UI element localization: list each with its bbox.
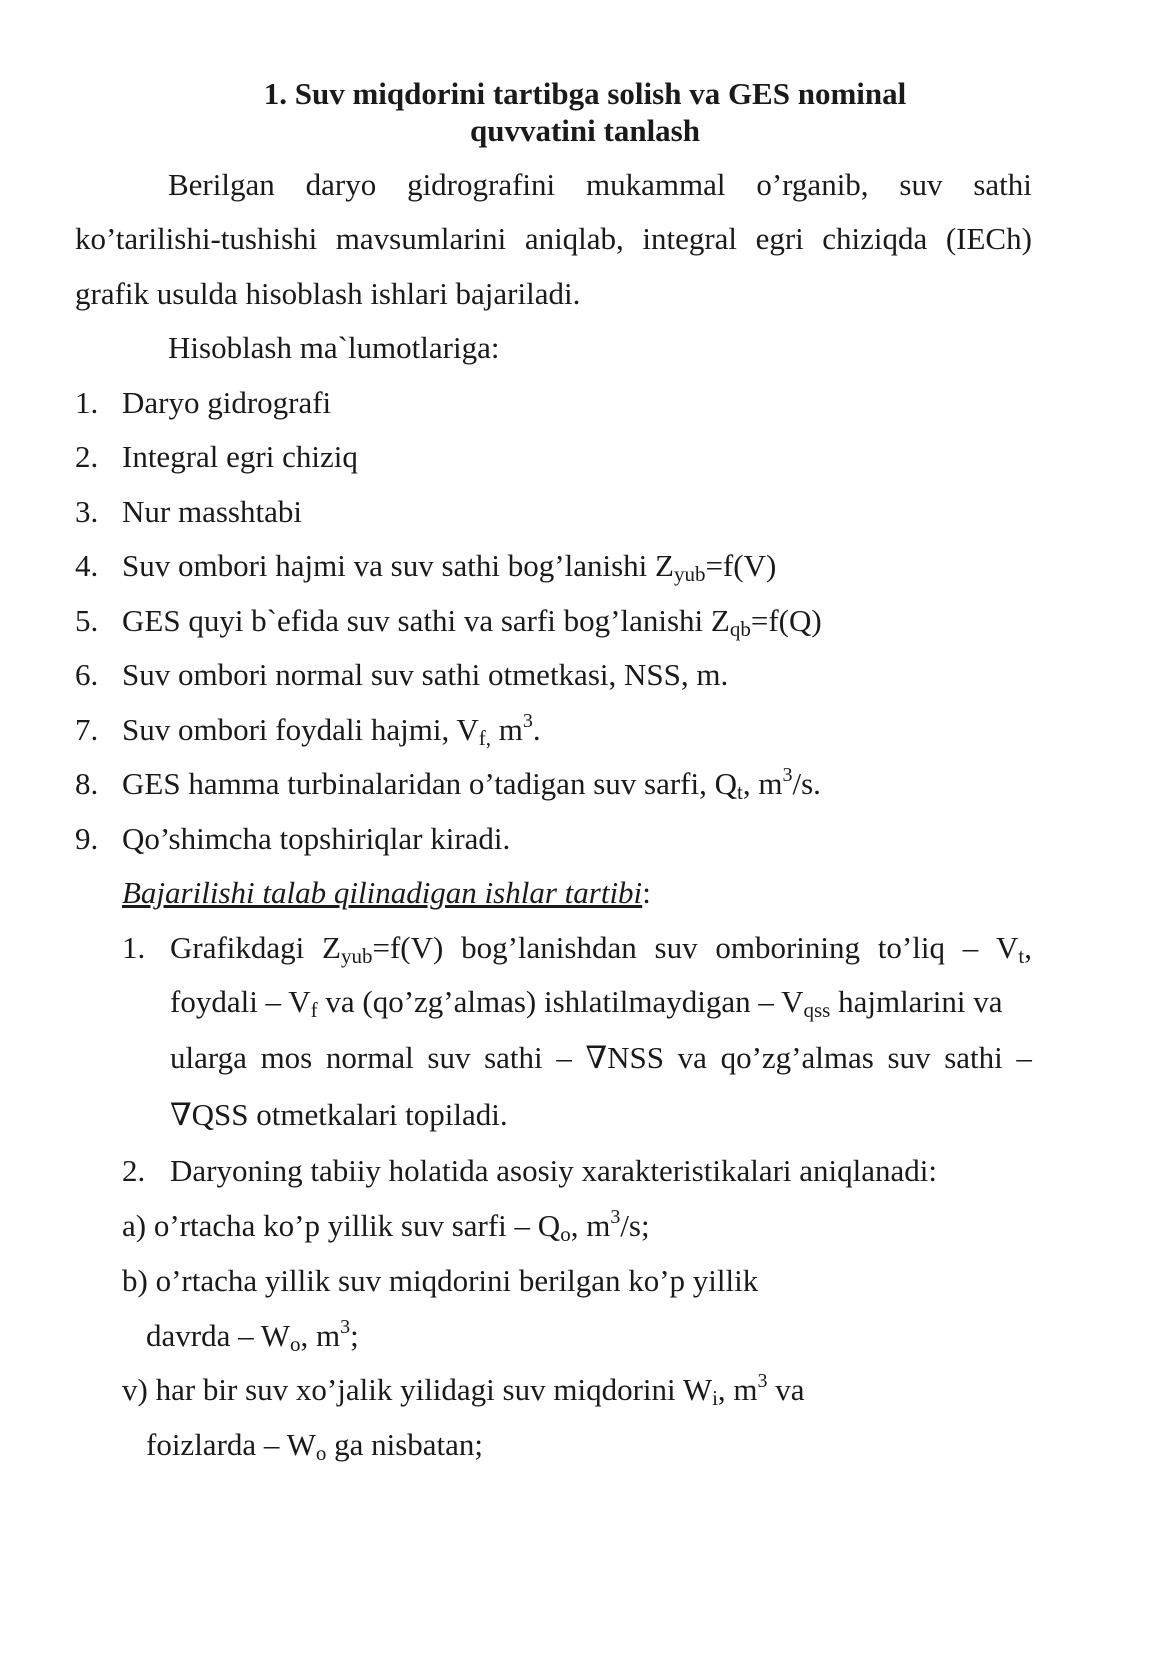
task-number: 1. xyxy=(122,930,146,965)
task2-item-b-line-1: b) o’rtacha yillik suv miqdorini berilgan ko’p yillik xyxy=(122,1263,759,1298)
list-item-number: 3. xyxy=(75,494,99,529)
task-number: 2. xyxy=(122,1153,146,1188)
list-item-text: Suv ombori normal suv sathi otmetkasi, NSS, m. xyxy=(122,657,729,692)
task2-item-a: a) o’rtacha ko’p yillik suv sarfi – $Q_o$, $m^3/s$; xyxy=(122,1206,650,1246)
page-title-line-2: quvvatini tanlash xyxy=(469,113,700,148)
task2-item-b-line-2: davrda – $W_o$, $m^3$; xyxy=(146,1316,359,1356)
list-item-text: Qo’shimcha topshiriqlar kiradi. xyxy=(122,821,511,856)
intro-line-1: Berilgan daryo gidrografini mukammal o’rganib, suv sathi xyxy=(168,167,1032,202)
list-item-number: 5. xyxy=(75,603,99,638)
list-item-text: Suv ombori foydali hajmi, $V_{f,}$ $m^3$. xyxy=(122,710,541,750)
task2-item-v-line-2: foizlarda – $W_o$ ga nisbatan; xyxy=(146,1427,484,1465)
intro-line-4: Hisoblash ma`lumotlariga: xyxy=(168,330,500,365)
intro-line-3: grafik usulda hisoblash ishlari bajariladi. xyxy=(75,276,581,311)
list-item-number: 6. xyxy=(75,657,99,692)
list-item-number: 1. xyxy=(75,385,99,420)
list-item-text: Nur masshtabi xyxy=(122,494,302,529)
task2-item-v-line-1: v) har bir suv xo’jalik yilidagi suv miqdorini $W_i$, $m^3$ va xyxy=(122,1370,805,1410)
task1-line-2: foydali – $V_f$ va (qo’zg’almas) ishlatilmaydigan – $V_{qss}$ hajmlarini va xyxy=(170,984,1003,1022)
list-item-number: 7. xyxy=(75,712,99,747)
list-item-number: 8. xyxy=(75,766,99,801)
tasks-heading: Bajarilishi talab qilinadigan ishlar tartibi: xyxy=(122,875,651,910)
list-item-text: GES quyi b`efida suv sathi va sarfi bog’lanishi $Z_{qb}=f(Q)$ xyxy=(122,603,822,641)
list-item-text: Integral egri chiziq xyxy=(122,439,358,474)
list-item-text: GES hamma turbinalaridan o’tadigan suv sarfi, $Q_t$, $m^3/s$. xyxy=(122,764,821,804)
task1-line-4: ∇QSS otmetkalari topiladi. xyxy=(170,1097,508,1132)
task1-line-1: Grafikdagi $Z_{yub}=f(V)$ bog’lanishdan suv omborining to’liq – $V_t$, xyxy=(170,930,1032,968)
list-item-number: 9. xyxy=(75,821,99,856)
list-item-text: Daryo gidrografi xyxy=(122,385,332,420)
task1-line-3: ularga mos normal suv sathi – ∇NSS va qo’zg’almas suv sathi – xyxy=(170,1040,1032,1075)
page-title-line-1: 1. Suv miqdorini tartibga solish va GES nominal xyxy=(263,76,907,111)
task2-text: Daryoning tabiiy holatida asosiy xarakteristikalari aniqlanadi: xyxy=(170,1153,938,1188)
list-item-text: Suv ombori hajmi va suv sathi bog’lanishi $Z_{yub}=f(V)$ xyxy=(122,548,777,586)
intro-line-2: ko’tarilishi-tushishi mavsumlarini aniqlab, integral egri chiziqda (IECh) xyxy=(75,221,1032,256)
list-item-number: 2. xyxy=(75,439,99,474)
list-item-number: 4. xyxy=(75,548,99,583)
